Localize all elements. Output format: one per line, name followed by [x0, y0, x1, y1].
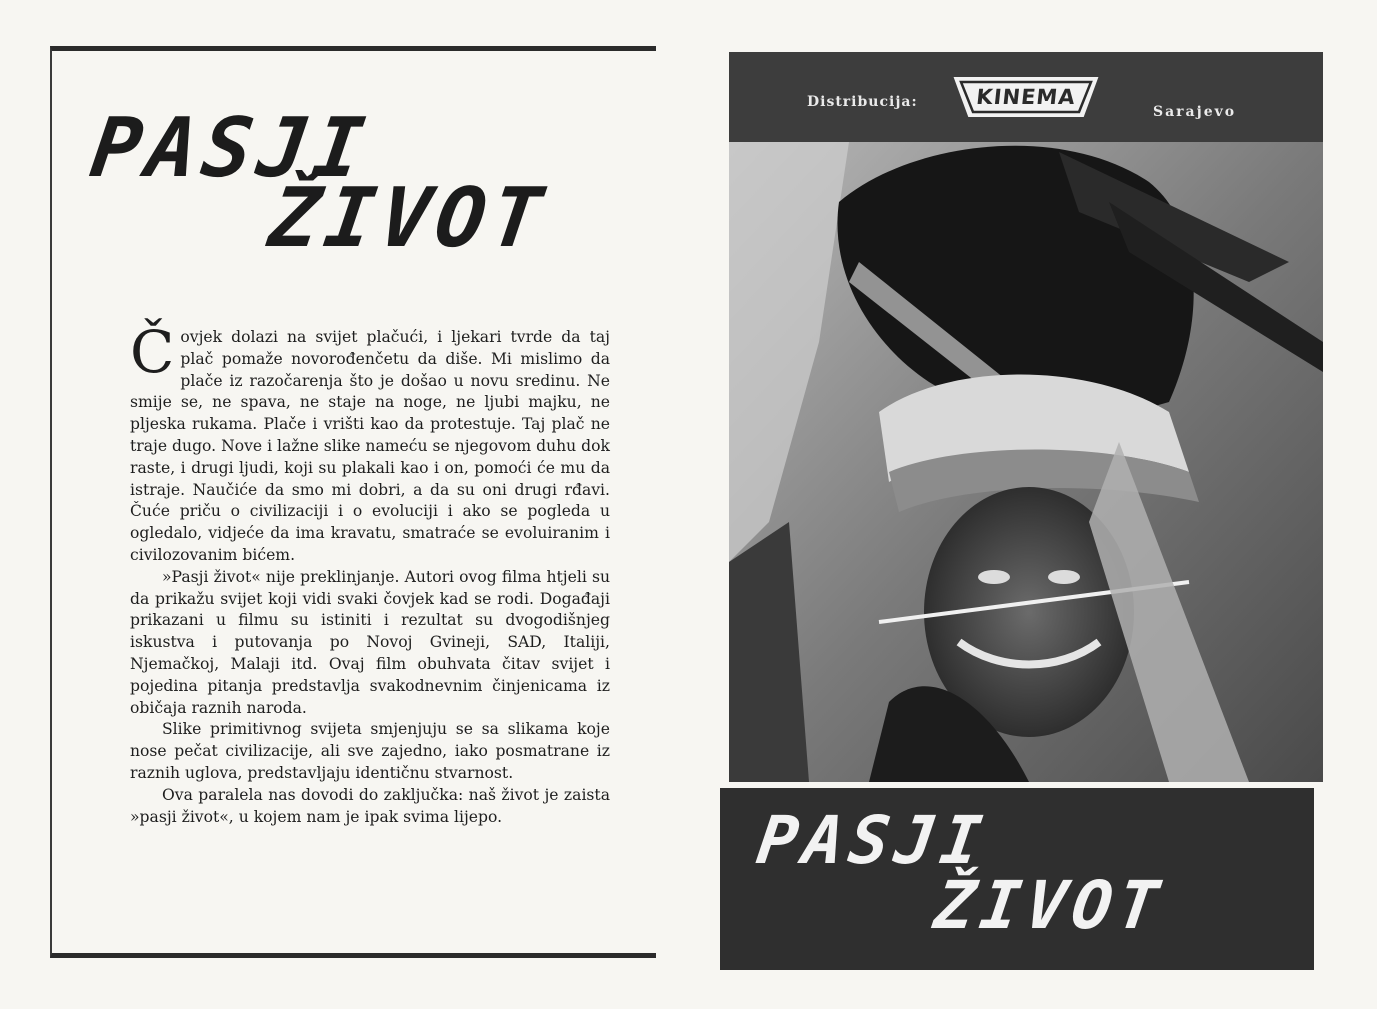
left-title-line1: PASJI: [85, 101, 376, 196]
paragraph-1: [130, 318, 610, 567]
city-label: Sarajevo: [1153, 104, 1237, 120]
dropcap: Č: [130, 318, 175, 386]
kinema-logo-text: KINEMA: [975, 85, 1077, 109]
poster-photo: [729, 142, 1323, 782]
paragraph-1-text: ovjek dolazi na svijet plačući, i ljekari tvrde da taj plač pomaže novorođenčetu da diše. Mi mislimo da plače iz razočarenja što je došao u novu sredinu. Ne smije se, ne spava, ne staje na noge, ne ljubi majku, ne pljeska rukama. Plače i vrišti kao da protestuje. Taj plač ne traje dugo. Nove i lažne slike nameću se njegovom duhu dok raste, i drugi ljudi, koji su plakali kao i on, pomoći će mu da istraje. Naučiće da smo mi dobri, a da su oni drugi rđavi. Čuće priču o civilizaciji i o evoluciji i ako se pogleda u ogledalo, vidjeće da ima kravatu, smatraće se evoluiranim i civilozovanim bićem.: [130, 328, 610, 564]
kinema-logo: [951, 74, 1101, 120]
poster-title-line2: ŽIVOT: [929, 867, 1170, 944]
distribution-label: Distribucija:: [807, 94, 918, 110]
paragraph-4: Ova paralela nas dovodi do zaključka: naš život je zaista »pasji život«, u kojem nam je ipak svima lijepo.: [130, 785, 610, 826]
feathered-headdress-portrait-icon: [729, 142, 1323, 782]
paragraph-3: Slike primitivnog svijeta smjenjuju se sa slikama koje nose pečat civilizacije, ali sve zajedno, iako posmatrane iz raznih uglova, predstavljaju identičnu stvarnost.: [130, 720, 610, 782]
left-title-line2: ŽIVOT: [263, 171, 554, 266]
poster-title-line1: PASJI: [752, 802, 993, 879]
synopsis-text: [130, 318, 610, 828]
poster-header: [729, 52, 1323, 142]
paragraph-2: »Pasji život« nije preklinjanje. Autori ovog filma htjeli su da prikažu svijet koji vidi svaki čovjek kad se rodi. Događaji prikazani u filmu su istiniti i rezultat su dvogodišnjeg iskustva i putovanja po Novoj Gvineji, SAD, Italiji, Njemačkoj, Malaji itd. Ovaj film obuhvata čitav svijet i pojedina pitanja predstavlja svakodnevnim činjenicama iz običaja raznih naroda.: [130, 567, 610, 717]
